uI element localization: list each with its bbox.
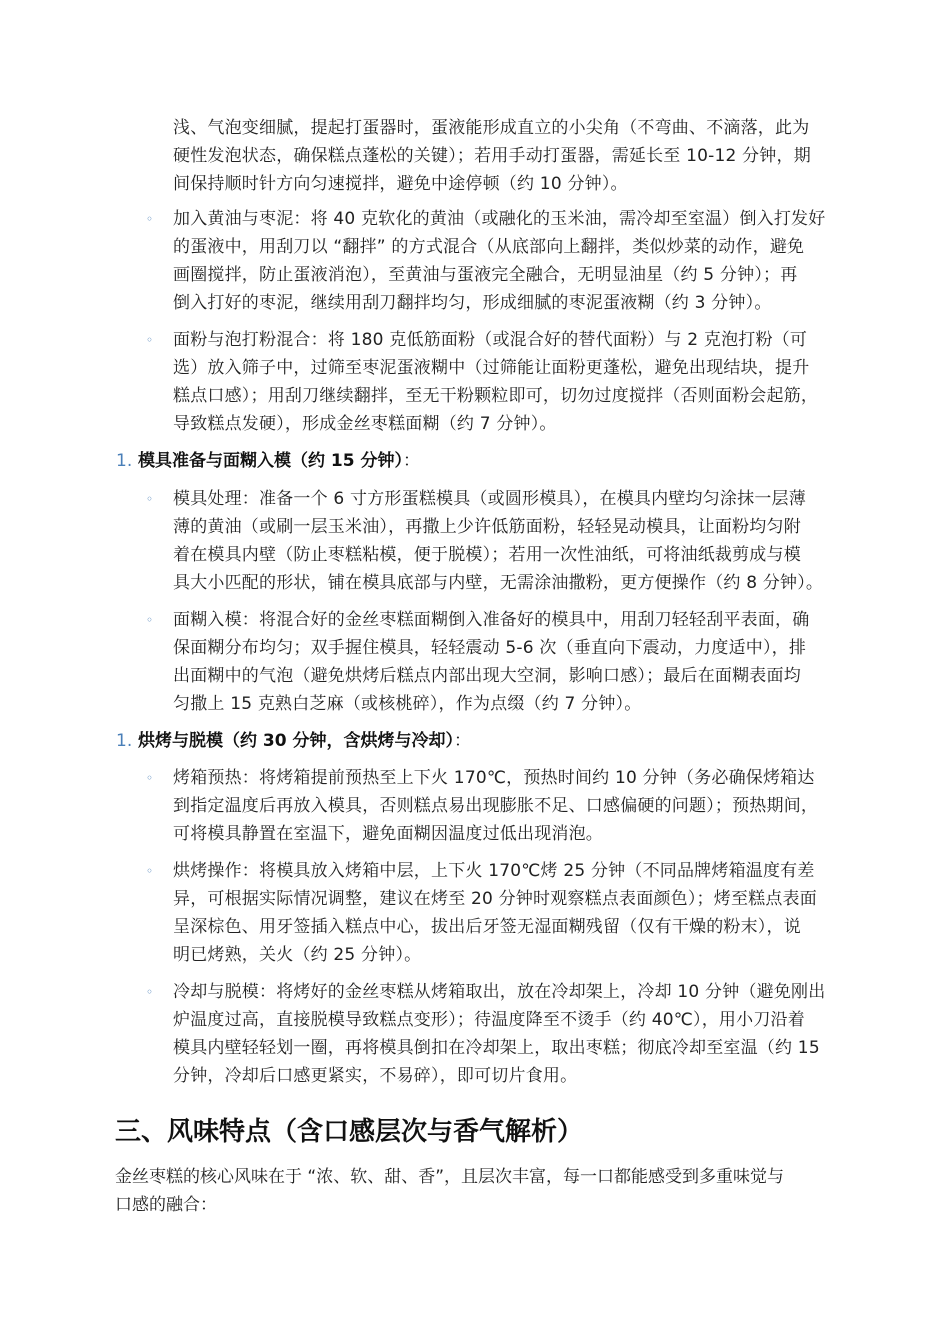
text-line: 冷却与脱模：将烤好的金丝枣糕从烤箱取出，放在冷却架上，冷却 10 分钟（避免刚出 [173,982,826,1002]
list-item-text [173,485,841,597]
text-line: 明已烤熟，关火（约 25 分钟）。 [173,945,422,965]
step-title-suffix: ： [454,731,471,751]
continuation-text [173,114,841,198]
list-item-text [173,205,841,317]
text-line: 到指定温度后再放入模具，否则糕点易出现膨胀不足、口感偏硬的问题）；预热期间， [173,796,819,816]
text-line: 烤箱预热：将烤箱提前预热至上下火 170℃，预热时间约 10 分钟（务必确保烤箱达 [173,768,815,788]
hollow-bullet-icon: ◦ [146,333,154,347]
text-line: 保面糊分布均匀；双手握住模具，轻轻震动 5-6 次（垂直向下震动，力度适中），排 [173,638,807,658]
text-line: 金丝枣糕的核心风味在于 “浓、软、甜、香”，且层次丰富，每一口都能感受到多重味觉与 [115,1167,785,1187]
hollow-bullet-icon: ◦ [146,864,154,878]
step-title [138,727,471,755]
step-number: 1. [116,451,133,471]
text-line: 模具内壁轻轻划一圈，再将模具倒扣在冷却架上，取出枣糕；彻底冷却至室温（约 15 [173,1038,820,1058]
text-line: 可将模具静置在室温下，避免面糊因温度过低出现消泡。 [173,824,603,844]
hollow-bullet-icon: ◦ [146,985,154,999]
list-item-text [173,978,841,1090]
list-item-text [173,857,841,969]
hollow-bullet-icon: ◦ [146,212,154,226]
text-line: 薄的黄油（或刷一层玉米油），再撒上少许低筋面粉，轻轻晃动模具，让面粉均匀附 [173,517,801,537]
text-line: 着在模具内壁（防止枣糕粘模，便于脱模）；若用一次性油纸，可将油纸裁剪成与模 [173,545,801,565]
text-line: 烘烤操作：将模具放入烤箱中层，上下火 170℃烤 25 分钟（不同品牌烤箱温度有差 [173,861,815,881]
step-number: 1. [116,731,133,751]
list-item-text [173,606,841,718]
text-line: 画圈搅拌，防止蛋液消泡），至黄油与蛋液完全融合，无明显油星（约 5 分钟）；再 [173,265,798,285]
text-line: 糕点口感）；用刮刀继续翻拌，至无干粉颗粒即可，切勿过度搅拌（否则面粉会起筋， [173,386,819,406]
text-line: 倒入打好的枣泥，继续用刮刀翻拌均匀，形成细腻的枣泥蛋液糊（约 3 分钟）。 [173,293,772,313]
hollow-bullet-icon: ◦ [146,492,154,506]
text-line: 分钟，冷却后口感更紧实，不易碎），即可切片食用。 [173,1066,578,1086]
section-intro-paragraph [115,1163,835,1219]
hollow-bullet-icon: ◦ [146,771,154,785]
text-line: 间保持顺时针方向匀速搅拌，避免中途停顿（约 10 分钟）。 [173,174,628,194]
text-line: 炉温度过高，直接脱模导致糕点变形）；待温度降至不烫手（约 40℃），用小刀沿着 [173,1010,805,1030]
text-line: 模具处理：准备一个 6 寸方形蛋糕模具（或圆形模具），在模具内壁均匀涂抹一层薄 [173,489,806,509]
text-line: 的蛋液中，用刮刀以 “翻拌” 的方式混合（从底部向上翻拌，类似炒菜的动作，避免 [173,237,805,257]
text-line: 面糊入模：将混合好的金丝枣糕面糊倒入准备好的模具中，用刮刀轻轻刮平表面，确 [173,610,810,630]
text-line: 面粉与泡打粉混合：将 180 克低筋面粉（或混合好的替代面粉）与 2 克泡打粉（可 [173,330,808,350]
text-line: 呈深棕色、用牙签插入糕点中心，拔出后牙签无湿面糊残留（仅有干燥的粉末），说 [173,917,801,937]
text-line: 导致糕点发硬），形成金丝枣糕面糊（约 7 分钟）。 [173,414,557,434]
text-line: 匀撒上 15 克熟白芝麻（或核桃碎），作为点缀（约 7 分钟）。 [173,694,642,714]
list-item-text [173,326,841,438]
hollow-bullet-icon: ◦ [146,613,154,627]
text-line: 浅、气泡变细腻，提起打蛋器时，蛋液能形成直立的小尖角（不弯曲、不滴落，此为 [173,118,810,138]
step-title-suffix: ： [403,451,420,471]
text-line: 具大小匹配的形状，铺在模具底部与内壁，无需涂油撒粉，更方便操作（约 8 分钟）。 [173,573,824,593]
text-line: 硬性发泡状态，确保糕点蓬松的关键）；若用手动打蛋器，需延长至 10-12 分钟，期 [173,146,811,166]
section-heading-flavor: 三、风味特点（含口感层次与香气解析） [115,1117,584,1147]
text-line: 口感的融合： [115,1195,217,1215]
text-line: 加入黄油与枣泥：将 40 克软化的黄油（或融化的玉米油，需冷却至室温）倒入打发好 [173,209,826,229]
text-line: 选）放入筛子中，过筛至枣泥蛋液糊中（过筛能让面粉更蓬松，避免出现结块，提升 [173,358,810,378]
text-line: 异，可根据实际情况调整，建议在烤至 20 分钟时观察糕点表面颜色）；烤至糕点表面 [173,889,817,909]
step-title-bold: 模具准备与面糊入模（约 15 分钟） [138,451,403,471]
step-title [138,447,420,475]
list-item-text [173,764,841,848]
step-title-bold: 烘烤与脱模（约 30 分钟，含烘烤与冷却） [138,731,454,751]
text-line: 出面糊中的气泡（避免烘烤后糕点内部出现大空洞，影响口感）；最后在面糊表面均 [173,666,801,686]
